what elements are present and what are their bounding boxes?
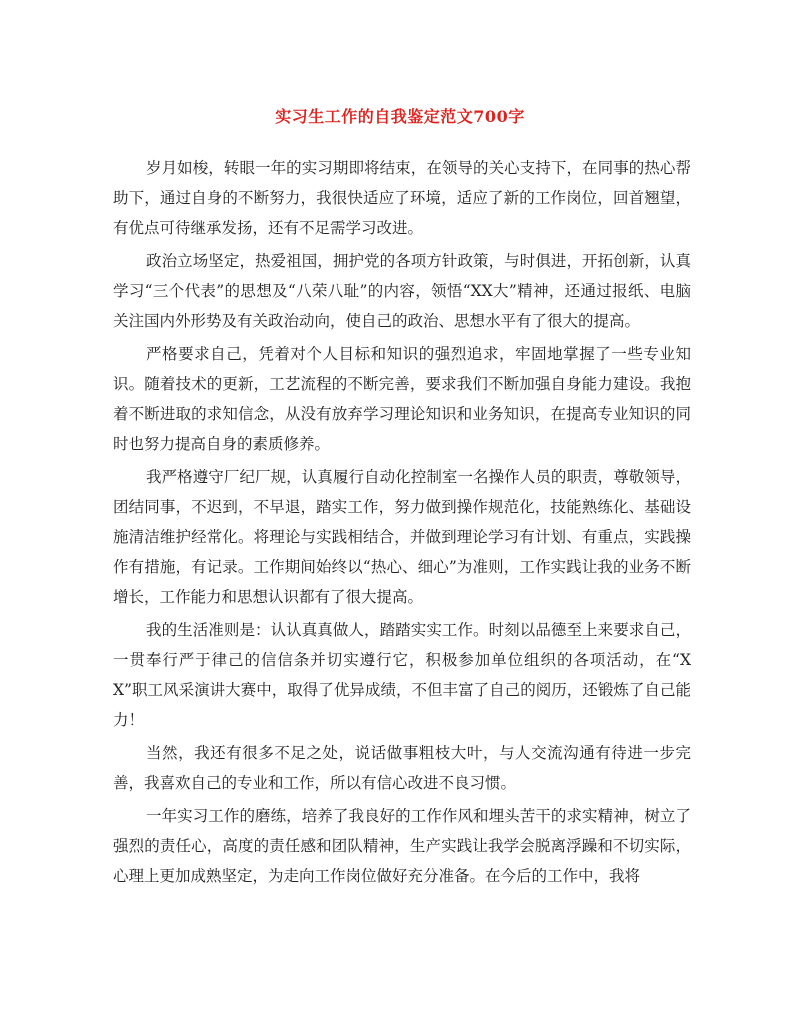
paragraph-5: 我的生活准则是：认认真真做人，踏踏实实工作。时刻以品德至上来要求自己，一贯奉行严于律己的信信条并切实遵行它，积极参加单位组织的各项活动，在“XX”职工风采演讲大赛中，取得了优异成绩，不但丰富了自己的阅历，还锻炼了自己能力！: [113, 621, 691, 729]
paragraph-6: 当然，我还有很多不足之处，说话做事粗枝大叶，与人交流沟通有待进一步完善，我喜欢自己的专业和工作，所以有信心改进不良习惯。: [113, 744, 691, 792]
document-title: 实习生工作的自我鉴定范文700字: [275, 107, 525, 126]
paragraph-3: 严格要求自己，凭着对个人目标和知识的强烈追求，牢固地掌握了一些专业知识。随着技术的更新，工艺流程的不断完善，要求我们不断加强自身能力建设。我抱着不断进取的求知信念，从没有放弃学习理论知识和业务知识，在提高专业知识的同时也努力提高自身的素质修养。: [113, 345, 691, 453]
paragraph-4: 我严格遵守厂纪厂规，认真履行自动化控制室一名操作人员的职责，尊敬领导，团结同事，不迟到，不早退，踏实工作，努力做到操作规范化，技能熟练化、基础设施清洁维护经常化。将理论与实践相结合，并做到理论学习有计划、有重点，实践操作有措施，有记录。工作期间始终以“热心、细心”为准则，工作实践让我的业务不断增长，工作能力和思想认识都有了很大提高。: [113, 468, 691, 606]
paragraph-1: 岁月如梭，转眼一年的实习期即将结束，在领导的关心支持下，在同事的热心帮助下，通过自身的不断努力，我很快适应了环境，适应了新的工作岗位，回首翘望，有优点可待继承发扬，还有不足需学习改进。: [113, 159, 691, 237]
paragraph-2: 政治立场坚定，热爱祖国，拥护党的各项方针政策，与时俱进，开拓创新，认真学习“三个代表”的思想及“八荣八耻”的内容，领悟“XX大”精神，还通过报纸、电脑关注国内外形势及有关政治动向，使自己的政治、思想水平有了很大的提高。: [113, 252, 691, 330]
document-body: [113, 153, 691, 894]
paragraph-7: 一年实习工作的磨练，培养了我良好的工作作风和埋头苦干的求实精神，树立了强烈的责任心，高度的责任感和团队精神，生产实践让我学会脱离浮躁和不切实际，心理上更加成熟坚定，为走向工作岗位做好充分准备。在今后的工作中，我将: [113, 807, 691, 885]
